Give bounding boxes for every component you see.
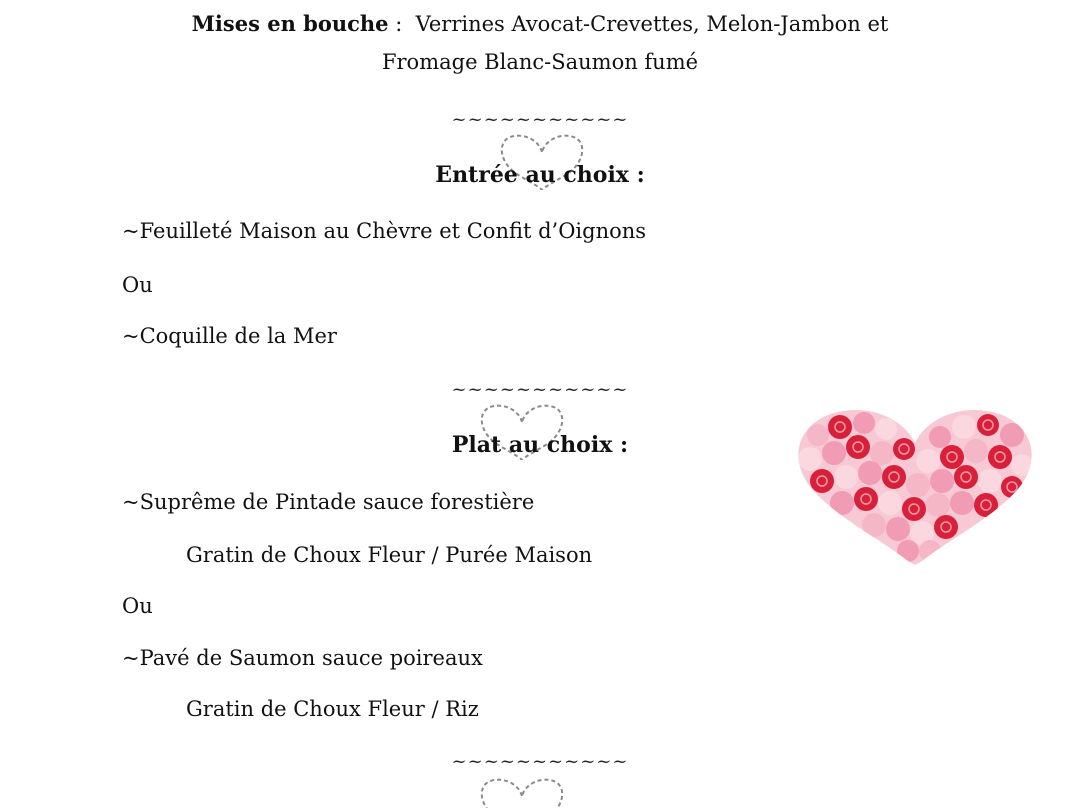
intro-line-2: Fromage Blanc-Saumon fumé: [381, 50, 699, 74]
divider-3: ~~~~~~~~~~~: [451, 751, 629, 772]
plat-option-1-side: Gratin de Choux Fleur / Purée Maison: [186, 543, 593, 567]
intro-separator: :: [388, 12, 416, 36]
plat-option-1: ~Suprême de Pintade sauce forestière: [122, 490, 535, 514]
entree-option-1: ~Feuilleté Maison au Chèvre et Confit d’Oignons: [122, 219, 647, 243]
plat-option-2: ~Pavé de Saumon sauce poireaux: [122, 646, 483, 670]
entree-heading: Entrée au choix :: [435, 162, 645, 188]
entree-option-2: ~Coquille de la Mer: [122, 324, 337, 348]
entree-or: Ou: [122, 273, 153, 297]
plat-option-2-side: Gratin de Choux Fleur / Riz: [186, 697, 479, 721]
divider-1: ~~~~~~~~~~~: [451, 109, 629, 130]
plat-heading: Plat au choix :: [451, 432, 629, 458]
rose-heart-illustration: [790, 405, 1040, 565]
plat-or: Ou: [122, 594, 153, 618]
intro-label: Mises en bouche: [191, 11, 389, 36]
intro-line-1: [0, 11, 1080, 37]
divider-2: ~~~~~~~~~~~: [451, 379, 629, 400]
intro-text-1: Verrines Avocat-Crevettes, Melon-Jambon et: [415, 12, 889, 36]
heart-outline-icon: [478, 774, 566, 808]
